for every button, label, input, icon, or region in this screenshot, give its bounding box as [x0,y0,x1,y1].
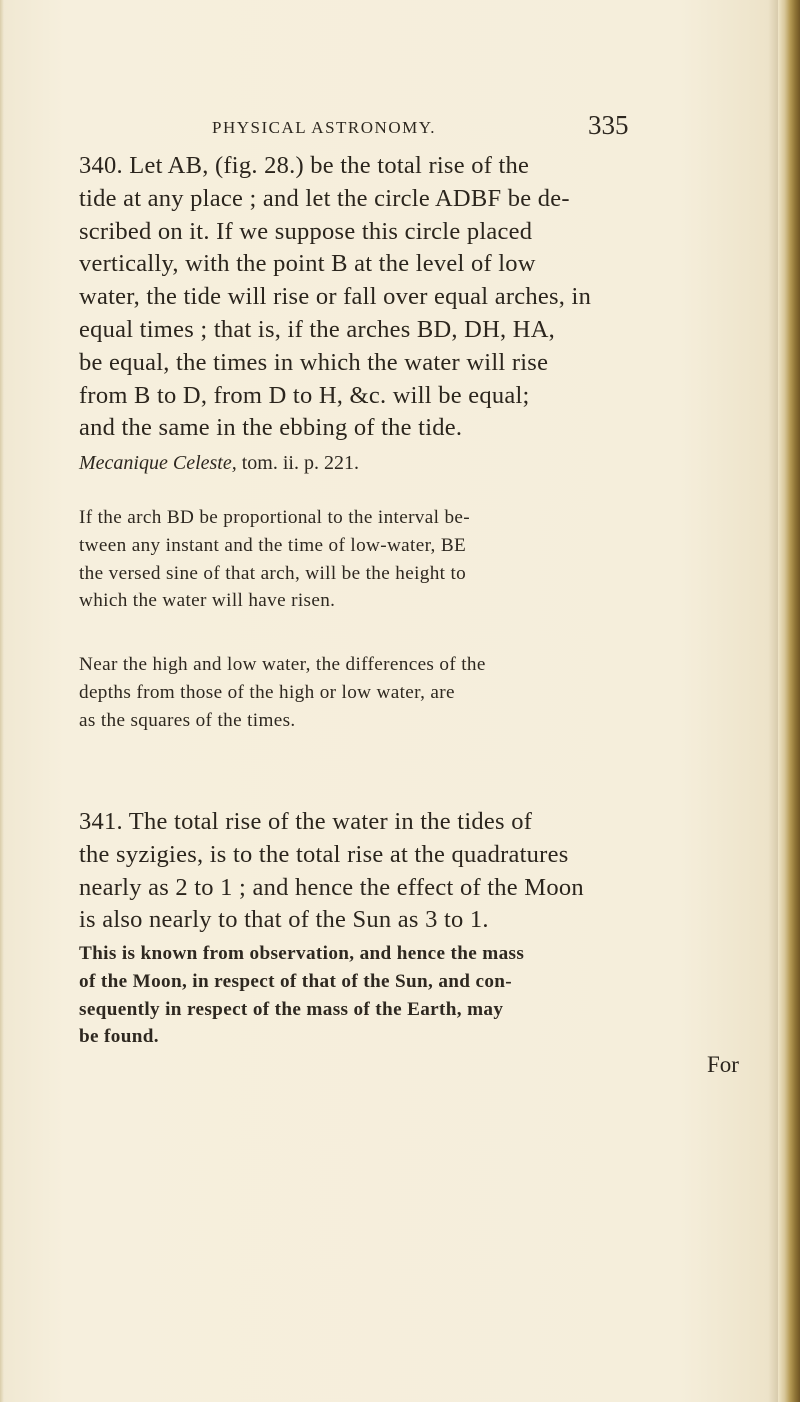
binding-shadow [768,0,778,1402]
running-head: PHYSICAL ASTRONOMY. [212,118,437,137]
page-number: 335 [588,110,629,140]
note-arch-proportional: If the arch BD be proportional to the interval be- tween any instant and the time of low-water, BE the versed sine of that arch, will be the height to which the water will have risen. [79,507,470,612]
book-spine [778,0,800,1402]
page-left-edge [0,0,4,1402]
reference-detail: tom. ii. p. 221. [236,452,359,474]
catchword: For [707,1052,739,1077]
page-header [0,100,780,140]
paragraph-340: 340. Let AB, (fig. 28.) be the total rise of the tide at any place ; and let the circle ADBF be de- scribed on it. If we suppose this circle placed vertically, with the point B at the level of low water, the tide will rise or fall over equal arches, in equal times ; that is, if the arches BD, DH, HA, be equal, the times in which the water will rise from B to D, from D to H, &c. will be equal; and the same in the ebbing of the tide. [79,152,592,442]
paragraph-341: 341. The total rise of the water in the tides of the syzigies, is to the total rise at the quadratures nearly as 2 to 1 ; and hence the effect of the Moon is also nearly to that of the Sun as 3 to 1. [79,808,584,934]
note-observation: This is known from observation, and hence the mass of the Moon, in respect of that of the Sun, and con- sequently in respect of the mass of the Earth, may be found. [79,943,525,1048]
reference-citation [79,450,679,477]
reference-title: Mecanique Celeste, [79,452,237,474]
note-near-high-low-water: Near the high and low water, the differences of the depths from those of the high or low water, are as the squares of the times. [79,654,486,731]
